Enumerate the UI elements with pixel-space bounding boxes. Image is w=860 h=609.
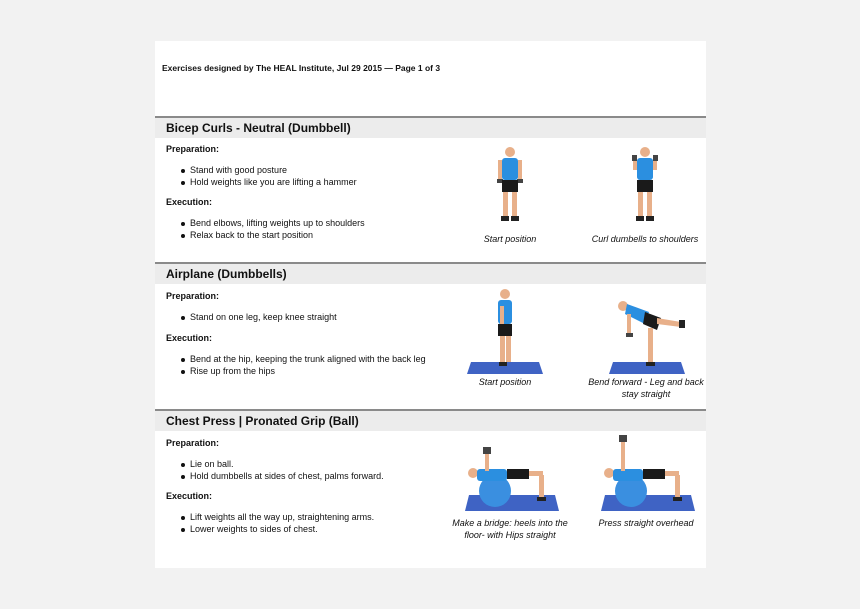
exercise-figure xyxy=(450,145,570,246)
airplane-person-icon xyxy=(601,286,691,374)
exercise-figure xyxy=(445,286,565,389)
figure-caption: Bend forward - Leg and back stay straight xyxy=(588,377,704,399)
figure-caption: Start position xyxy=(483,234,537,244)
list-item: Stand on one leg, keep knee straight xyxy=(181,312,431,324)
preparation-label: Preparation: xyxy=(166,291,220,301)
list-item: Hold dumbbells at sides of chest, palms forward. xyxy=(181,471,431,483)
list-item: Bend elbows, lifting weights up to shoulders xyxy=(181,218,431,230)
document-header: Exercises designed by The HEAL Institute, Jul 29 2015 — Page 1 of 3 xyxy=(162,63,441,73)
preparation-list xyxy=(181,312,431,324)
exercise-title: Bicep Curls - Neutral (Dumbbell) xyxy=(155,116,706,138)
execution-list xyxy=(181,218,431,241)
exercise-title: Chest Press | Pronated Grip (Ball) xyxy=(155,409,706,431)
preparation-label: Preparation: xyxy=(166,144,220,154)
list-item: Stand with good posture xyxy=(181,165,431,177)
execution-list xyxy=(181,354,431,377)
figure-caption: Press straight overhead xyxy=(598,518,694,528)
exercise-figure xyxy=(586,286,706,400)
preparation-list xyxy=(181,459,431,482)
exercise-figure xyxy=(585,145,705,246)
standing-person-mat-icon xyxy=(465,286,545,374)
list-item: Hold weights like you are lifting a hammer xyxy=(181,177,431,189)
execution-list xyxy=(181,512,431,535)
exercise-card-chest-press xyxy=(155,409,706,568)
list-item: Lower weights to sides of chest. xyxy=(181,524,431,536)
exercise-figure xyxy=(586,435,706,530)
exercise-figure xyxy=(450,435,570,541)
figure-caption: Make a bridge: heels into the floor- with Hips straight xyxy=(452,518,568,540)
list-item: Bend at the hip, keeping the trunk aligned with the back leg xyxy=(181,354,431,366)
preparation-list xyxy=(181,165,431,188)
ball-bridge-person-icon xyxy=(455,435,565,515)
list-item: Relax back to the start position xyxy=(181,230,431,242)
list-item: Lie on ball. xyxy=(181,459,431,471)
exercise-card-bicep-curls xyxy=(155,116,706,263)
list-item: Rise up from the hips xyxy=(181,366,431,378)
list-item: Lift weights all the way up, straightening arms. xyxy=(181,512,431,524)
figure-caption: Start position xyxy=(478,377,532,387)
curling-person-icon xyxy=(625,145,665,225)
standing-person-icon xyxy=(490,145,530,225)
execution-label: Execution: xyxy=(166,197,213,207)
figure-caption: Curl dumbells to shoulders xyxy=(591,234,699,244)
document-page xyxy=(155,41,706,568)
ball-press-person-icon xyxy=(591,435,701,515)
exercise-title: Airplane (Dumbbells) xyxy=(155,262,706,284)
execution-label: Execution: xyxy=(166,491,213,501)
execution-label: Execution: xyxy=(166,333,213,343)
exercise-card-airplane xyxy=(155,262,706,409)
preparation-label: Preparation: xyxy=(166,438,220,448)
